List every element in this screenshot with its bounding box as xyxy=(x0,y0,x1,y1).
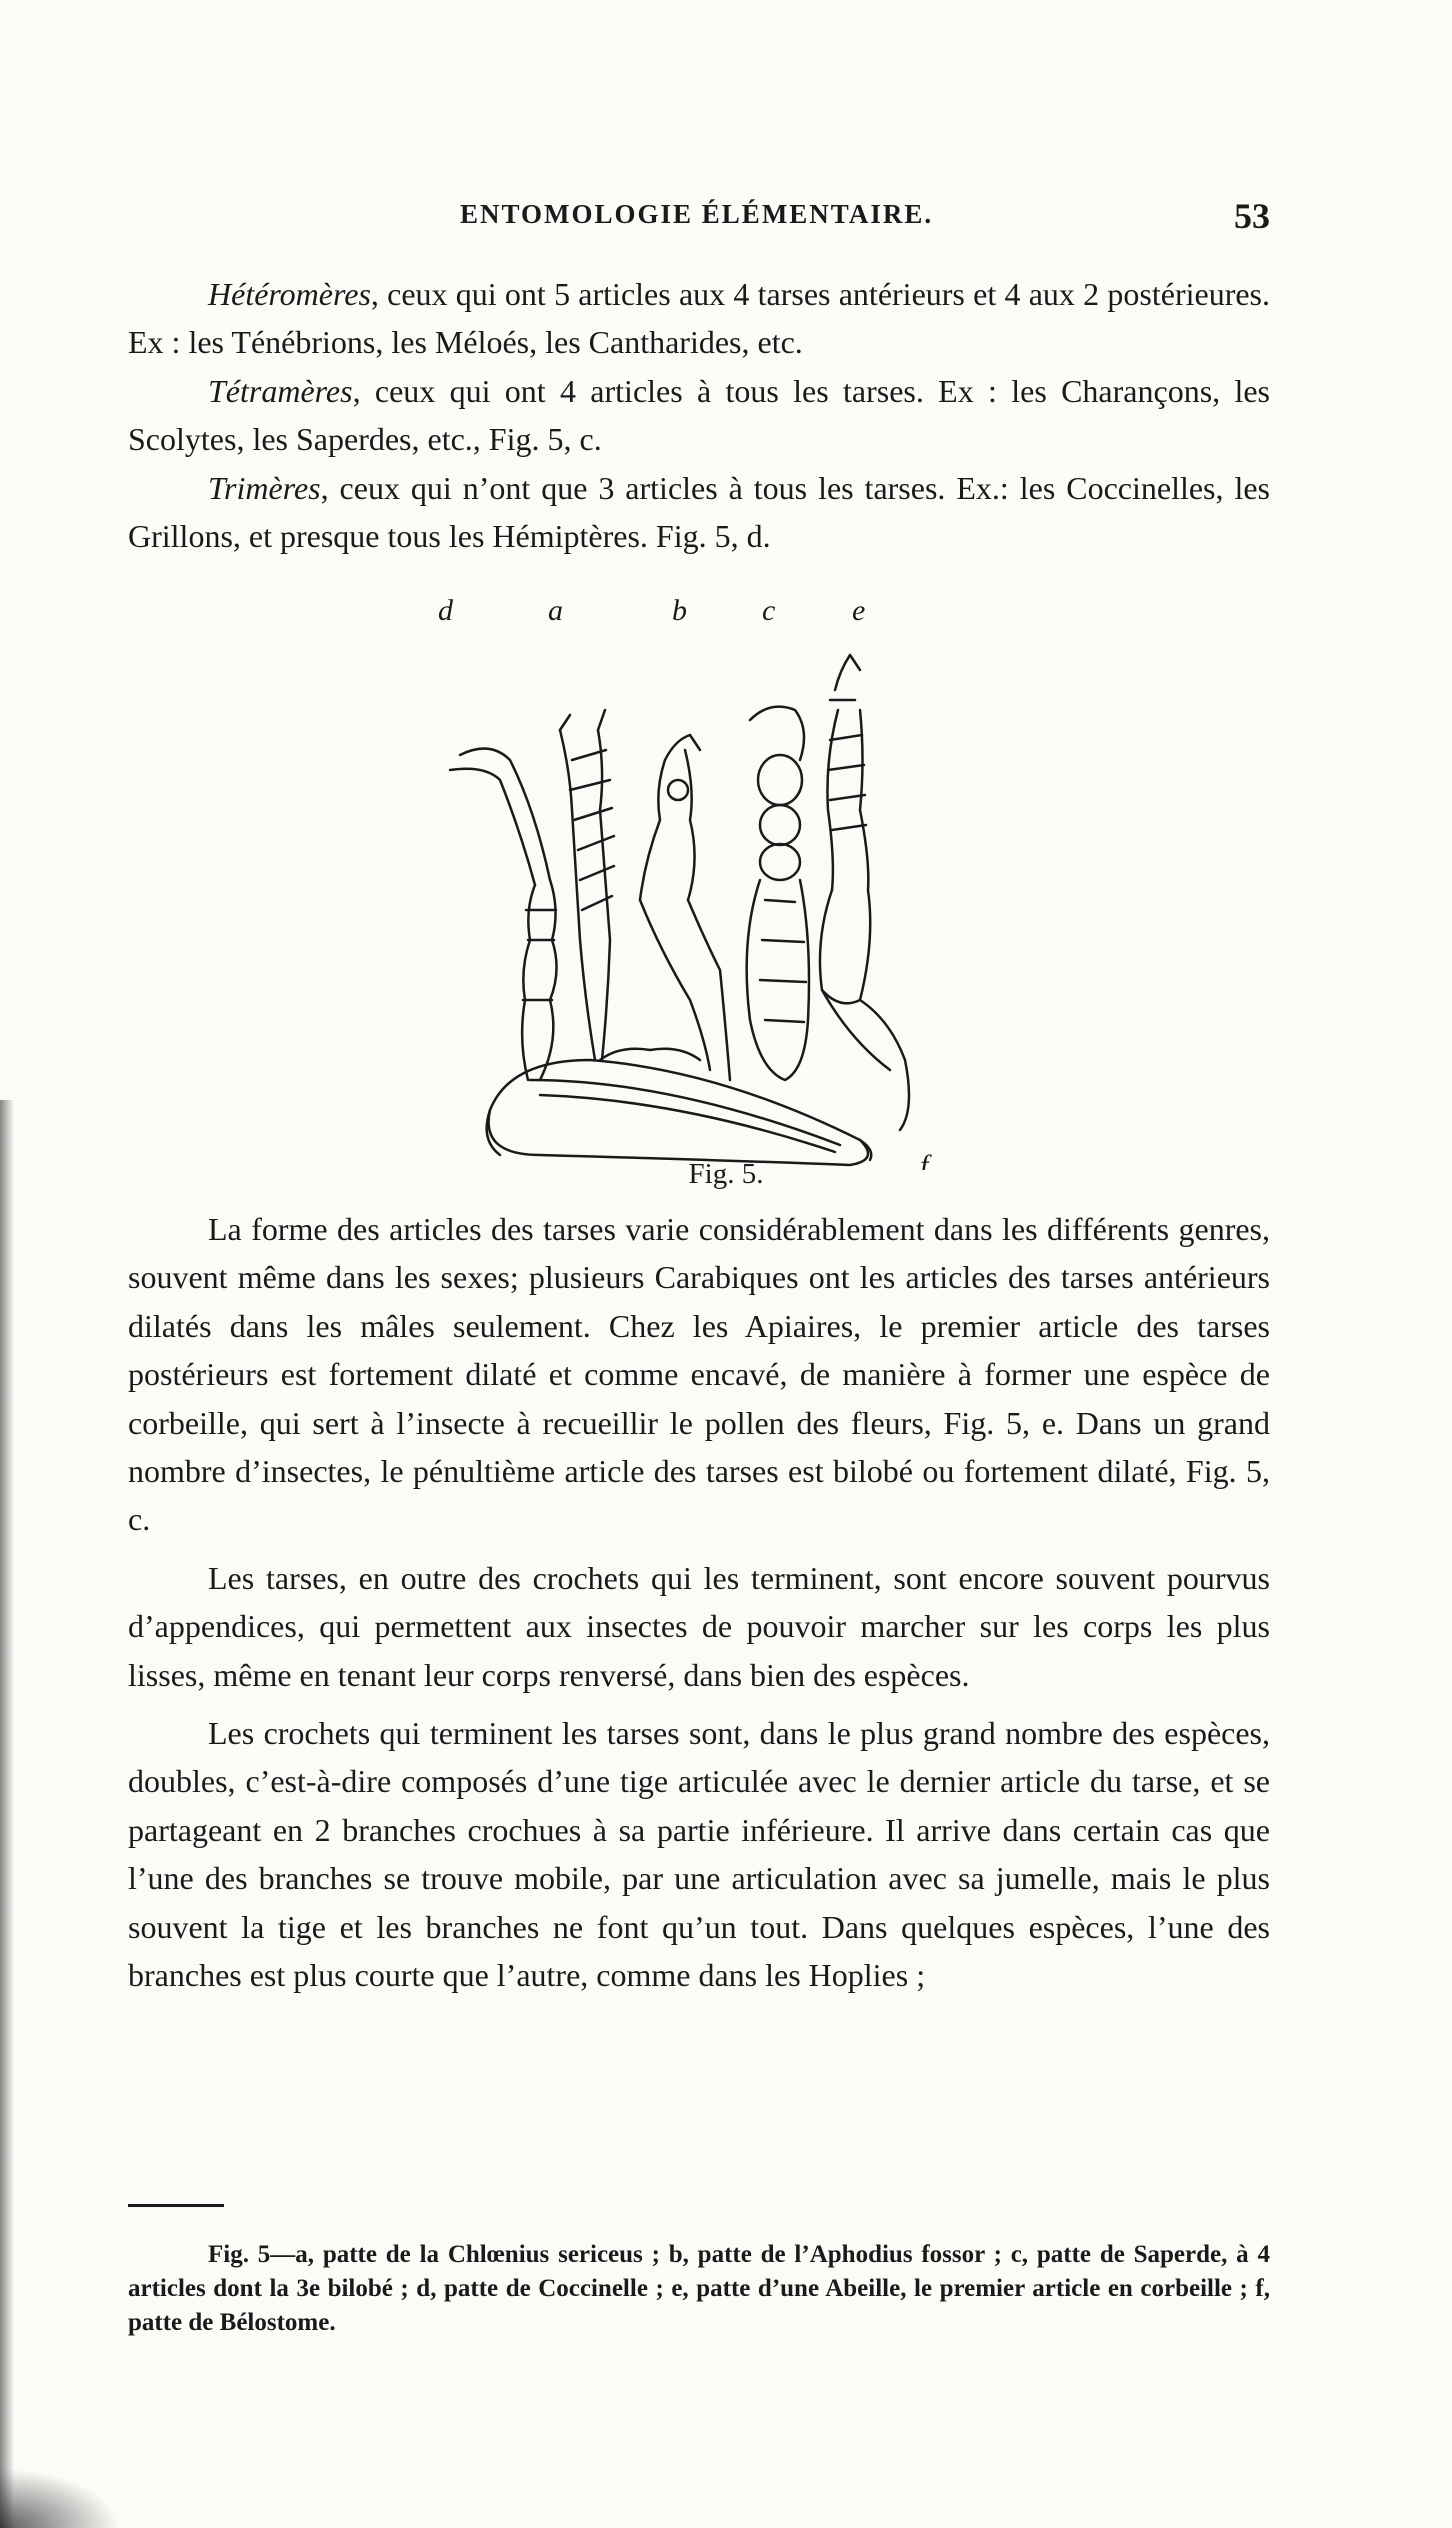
page-corner-shadow xyxy=(0,2468,120,2528)
figure-label-b: b xyxy=(672,594,687,627)
paragraph-text: , ceux qui n’ont que 3 articles à tous les tarses. Ex.: les Coccinelles, les Grillons, et presque tous les Hémiptères. Fig. 5, d. xyxy=(128,469,1270,555)
paragraph-text: , ceux qui ont 5 articles aux 4 tarses antérieurs et 4 aux 2 postérieures. Ex : les Ténébrions, les Méloés, les Cantharides, etc. xyxy=(128,276,1270,361)
leg-c xyxy=(747,707,809,1080)
figure-labels xyxy=(0,594,1452,634)
leg-f xyxy=(487,1049,872,1165)
intro-text xyxy=(128,270,1270,560)
paragraph-tetrameres xyxy=(128,367,1270,464)
term-heteromeres: Hétéromères xyxy=(208,276,371,312)
figure-label-f: f xyxy=(920,1149,929,1170)
figure-insect-legs xyxy=(420,640,1020,1170)
footnote xyxy=(128,2238,1270,2340)
paragraph-claws: Les crochets qui terminent les tarses sont, dans le plus grand nombre des espèces, doubles, c’est-à-dire composés d’une tige articulée avec le dernier article du tarse, et se partageant en 2 branches crochues à sa partie inférieure. Il arrive dans certain cas que l’une des branches se trouve mobile, par une articulation avec sa jumelle, mais le plus souvent la tige et les branches ne font qu’un tout. Dans quelques espèces, l’une des branches est plus courte que l’autre, comme dans les Hoplies ; xyxy=(128,1715,1270,1994)
insect-legs-illustration xyxy=(420,640,1020,1170)
paragraph-text: , ceux qui ont 4 articles à tous les tarses. Ex : les Charançons, les Scolytes, les Saperdes, etc., Fig. 5, c. xyxy=(128,372,1270,458)
paragraph-tarsus-forms: La forme des articles des tarses varie considérablement dans les différents genres, souvent même dans les sexes; plusieurs Carabiques ont les articles des tarses antérieurs dilatés dans les mâles seulement. Chez les Apiaires, le premier article des tarses postérieurs est fortement dilaté et comme encavé, de manière à former une espèce de corbeille, qui sert à l’insecte à recueillir le pollen des fleurs, Fig. 5, e. Dans un grand nombre d’insectes, le pénultième article des tarses est bilobé ou fortement dilaté, Fig. 5, c. xyxy=(128,1211,1270,1538)
leg-b xyxy=(640,735,730,1080)
figure-label-d: d xyxy=(438,594,453,627)
running-title: ENTOMOLOGIE ÉLÉMENTAIRE. xyxy=(460,199,934,229)
term-trimeres: Trimères xyxy=(208,469,321,506)
footnote-rule xyxy=(128,2204,224,2207)
figure-label-a: a xyxy=(548,594,563,627)
figure-label-c: c xyxy=(762,594,776,627)
paragraph-heteromeres xyxy=(128,270,1270,367)
leg-e xyxy=(820,655,909,1130)
body-text xyxy=(128,1205,1270,2010)
figure-label-e: e xyxy=(852,594,866,627)
page-edge-shadow xyxy=(0,1100,14,2528)
page-number: 53 xyxy=(1234,196,1270,236)
page-header xyxy=(130,195,1270,245)
paragraph-trimeres xyxy=(128,464,1270,561)
paragraph-appendices: Les tarses, en outre des crochets qui les terminent, sont encore souvent pourvus d’appendices, qui permettent aux insectes de pouvoir marcher sur les corps les plus lisses, même en tenant leur corps renversé, dans bien des espèces. xyxy=(128,1559,1270,1693)
leg-a xyxy=(560,710,614,1060)
footnote-text: Fig. 5—a, patte de la Chlœnius sericeus ; b, patte de l’Aphodius fossor ; c, patte de Saperde, à 4 articles dont la 3e bilobé ; d, patte de Coccinelle ; e, patte d’une Abeille, le premier article en corbeille ; f, patte de Bélostome. xyxy=(128,2241,1270,2336)
term-tetrameres: Tétramères xyxy=(208,372,353,409)
figure-caption: Fig. 5. xyxy=(688,1158,764,1190)
leg-d xyxy=(450,749,557,1080)
